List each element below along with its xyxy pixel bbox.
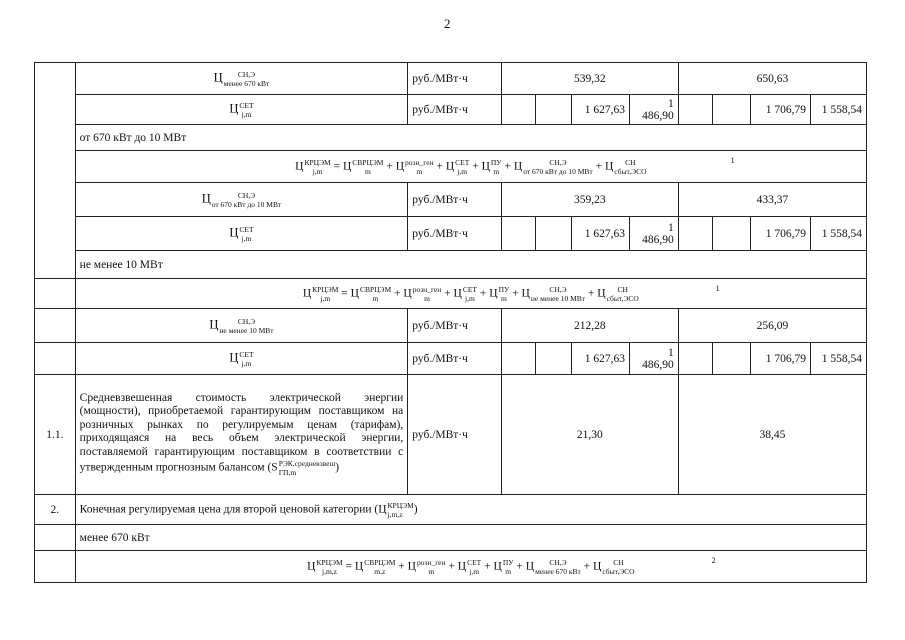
- section-description: Средневзвешенная стоимость электрической энергии (мощности), приобретаемой гарантирующим поставщиком на розничных рынках по регулируемым ценам (тарифам), приходящаяся на весь объем электрической энергии, поставляемой гарантирующим поставщиком в соответствии с утвержденным прогнозным балансом (S РЭК,средневзвеш ГП,m ): [75, 375, 408, 495]
- table-row: [35, 279, 867, 309]
- table-row: [35, 309, 867, 343]
- value-cell: 38,45: [678, 375, 866, 495]
- value-cell: 21,30: [501, 375, 678, 495]
- table-row: [35, 375, 867, 495]
- footnote-mark: 2: [711, 556, 716, 565]
- footnote-mark: 1: [715, 284, 720, 293]
- section-heading: Конечная регулируемая цена для второй ценовой категории (Ц КРЦЭМ j,m,z ): [75, 495, 866, 525]
- symbol-cell: Ц СН,Э от 670 кВт до 10 МВт: [75, 183, 408, 217]
- empty-cell: [678, 217, 713, 251]
- formula-3: Ц КРЦЭМ j,m,z = Ц СВРЦЭМ m,z + Ц розн_ген m + Ц СЕТ j,m + Ц ПУ m + Ц СН,Э менее 670 кВт + Ц СН сбыт,ЭСО 2: [75, 551, 866, 583]
- number-cell: [35, 525, 76, 551]
- symbol-cell: Ц СН,Э не менее 10 МВт: [75, 309, 408, 343]
- value-cell: 433,37: [678, 183, 866, 217]
- unit-cell: руб./МВт·ч: [408, 217, 502, 251]
- table-row: [35, 95, 867, 125]
- unit-cell: руб./МВт·ч: [408, 309, 502, 343]
- subheading: от 670 кВт до 10 МВт: [75, 125, 866, 151]
- table-row: [35, 151, 867, 183]
- empty-cell: [536, 343, 572, 375]
- value-cell: 1 486,90: [629, 343, 678, 375]
- empty-cell: [536, 95, 572, 125]
- unit-cell: руб./МВт·ч: [408, 63, 502, 95]
- table-row: [35, 551, 867, 583]
- value-cell: 1 627,63: [572, 343, 630, 375]
- symbol-cell: Ц СЕТ j,m: [75, 343, 408, 375]
- tariff-table: [34, 62, 867, 583]
- symbol-cell: Ц СН,Э менее 670 кВт: [75, 63, 408, 95]
- number-cell: [35, 551, 76, 583]
- value-cell: 1 706,79: [750, 95, 810, 125]
- empty-cell: [501, 217, 536, 251]
- value-cell: 539,32: [501, 63, 678, 95]
- subheading: менее 670 кВт: [75, 525, 866, 551]
- table-row: [35, 183, 867, 217]
- value-cell: 650,63: [678, 63, 866, 95]
- number-cell: [35, 279, 76, 309]
- value-cell: 1 706,79: [750, 217, 810, 251]
- table-row: [35, 251, 867, 279]
- value-cell: 1 558,54: [810, 343, 866, 375]
- table-row: [35, 125, 867, 151]
- empty-cell: [501, 95, 536, 125]
- value-cell: 1 627,63: [572, 217, 630, 251]
- symbol-cell: Ц СЕТ j,m: [75, 95, 408, 125]
- empty-cell: [678, 343, 713, 375]
- value-cell: 256,09: [678, 309, 866, 343]
- table-row: [35, 217, 867, 251]
- number-cell: [35, 309, 76, 343]
- empty-cell: [501, 343, 536, 375]
- subheading: не менее 10 МВт: [75, 251, 866, 279]
- table-row: [35, 63, 867, 95]
- footnote-mark: 1: [730, 156, 735, 165]
- symbol-cell: Ц СЕТ j,m: [75, 217, 408, 251]
- empty-cell: [713, 217, 751, 251]
- empty-cell: [713, 95, 751, 125]
- section-number: 2.: [35, 495, 76, 525]
- unit-cell: руб./МВт·ч: [408, 375, 502, 495]
- page-number: 2: [444, 16, 451, 31]
- value-cell: 1 486,90: [629, 95, 678, 125]
- value-cell: 212,28: [501, 309, 678, 343]
- unit-cell: руб./МВт·ч: [408, 343, 502, 375]
- value-cell: 1 706,79: [750, 343, 810, 375]
- formula-2: Ц КРЦЭМ j,m = Ц СВРЦЭМ m + Ц розн_ген m + Ц СЕТ j,m + Ц ПУ m + Ц СН,Э не менее 10 МВт + Ц СН сбыт,ЭСО 1: [75, 279, 866, 309]
- empty-cell: [713, 343, 751, 375]
- value-cell: 1 558,54: [810, 95, 866, 125]
- value-cell: 359,23: [501, 183, 678, 217]
- number-cell: [35, 63, 76, 279]
- table-row: [35, 525, 867, 551]
- table-row: [35, 495, 867, 525]
- table-row: [35, 343, 867, 375]
- value-cell: 1 558,54: [810, 217, 866, 251]
- section-number: 1.1.: [35, 375, 76, 495]
- number-cell: [35, 343, 76, 375]
- value-cell: 1 486,90: [629, 217, 678, 251]
- value-cell: 1 627,63: [572, 95, 630, 125]
- unit-cell: руб./МВт·ч: [408, 95, 502, 125]
- empty-cell: [536, 217, 572, 251]
- formula-1: Ц КРЦЭМ j,m = Ц СВРЦЭМ m + Ц розн_ген m + Ц СЕТ j,m + Ц ПУ m + Ц СН,Э от 670 кВт до 10 МВт + Ц СН сбыт,ЭСО 1: [75, 151, 866, 183]
- unit-cell: руб./МВт·ч: [408, 183, 502, 217]
- empty-cell: [678, 95, 713, 125]
